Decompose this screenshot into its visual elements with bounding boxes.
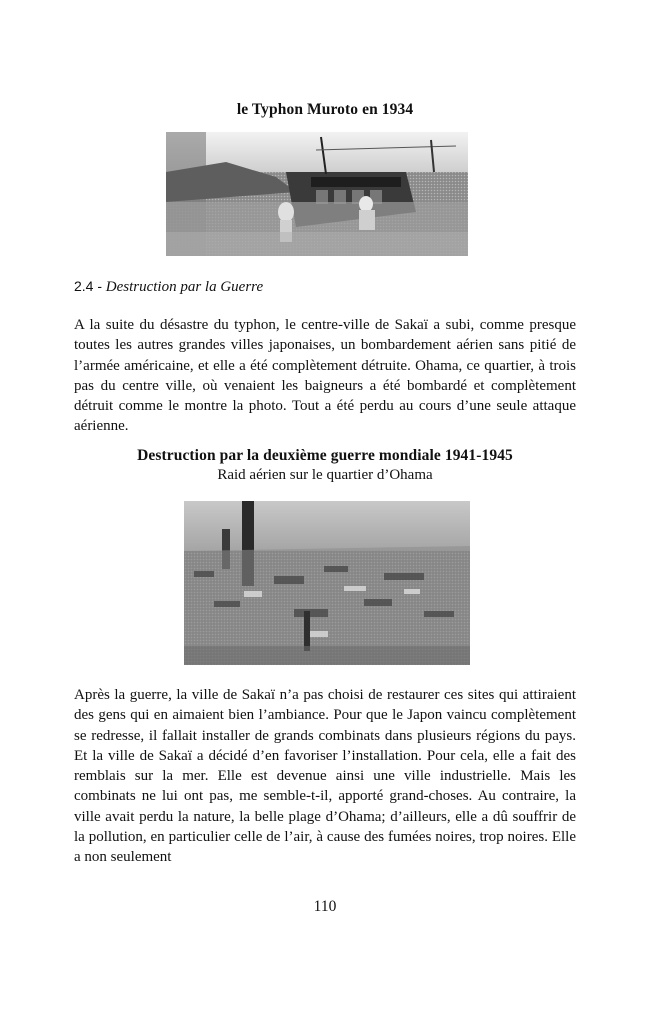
typhoon-photo-image [166,132,468,256]
page-number: 110 [313,898,337,915]
paragraph-2: Après la guerre, la ville de Sakaï n’a pas choisi de restaurer ces sites qui attiraient des gens qui en aimaient bien l’ambiance. Pour que le Japon vaincu complètement se redresse, il fallait installer de grands combinats dans plusieurs régions du pays. Et la ville de Sakaï a décidé d’en favoriser l’installation. Pour cela, elle a fait des remblais sur la mer. Elle est devenue ainsi une ville industrielle. Mais les combinats ne lui ont pas, me semble-t-il, apporté grand-choses. Au contraire, la ville avait perdu la nature, la belle plage d’Ohama; d’ailleurs, elle a dû souffrir de la pollution, en particulier celle de l’air, à cause des fumées noires, trop noires. Elle a non seulement [74,687,576,866]
paragraph-1: A la suite du désastre du typhon, le centre-ville de Sakaï a subi, comme presque toutes les autres grandes villes japonaises, un bombardement aérien sans pitié de l’armée américaine, et elle a été complètement détruite. Ohama, ce quartier, à trois pas du centre ville, où venaient les baigneurs a été bombardé et complètement détruit comme le montre la photo. Tout a été perdu au cours d’une seule attaque aérienne. [74,317,576,435]
air-raid-photo [184,501,470,665]
section-title: Destruction par la Guerre [105,279,264,295]
figure-2-subcaption: Raid aérien sur le quartier d’Ohama [217,467,433,483]
typhoon-photo [166,132,468,256]
section-heading [74,278,263,296]
air-raid-photo-image [184,501,470,665]
figure-2-caption: Destruction par la deuxième guerre mondiale 1941-1945 [137,447,513,464]
section-number: 2.4 - [74,278,103,294]
figure-1-caption: le Typhon Muroto en 1934 [236,101,414,118]
